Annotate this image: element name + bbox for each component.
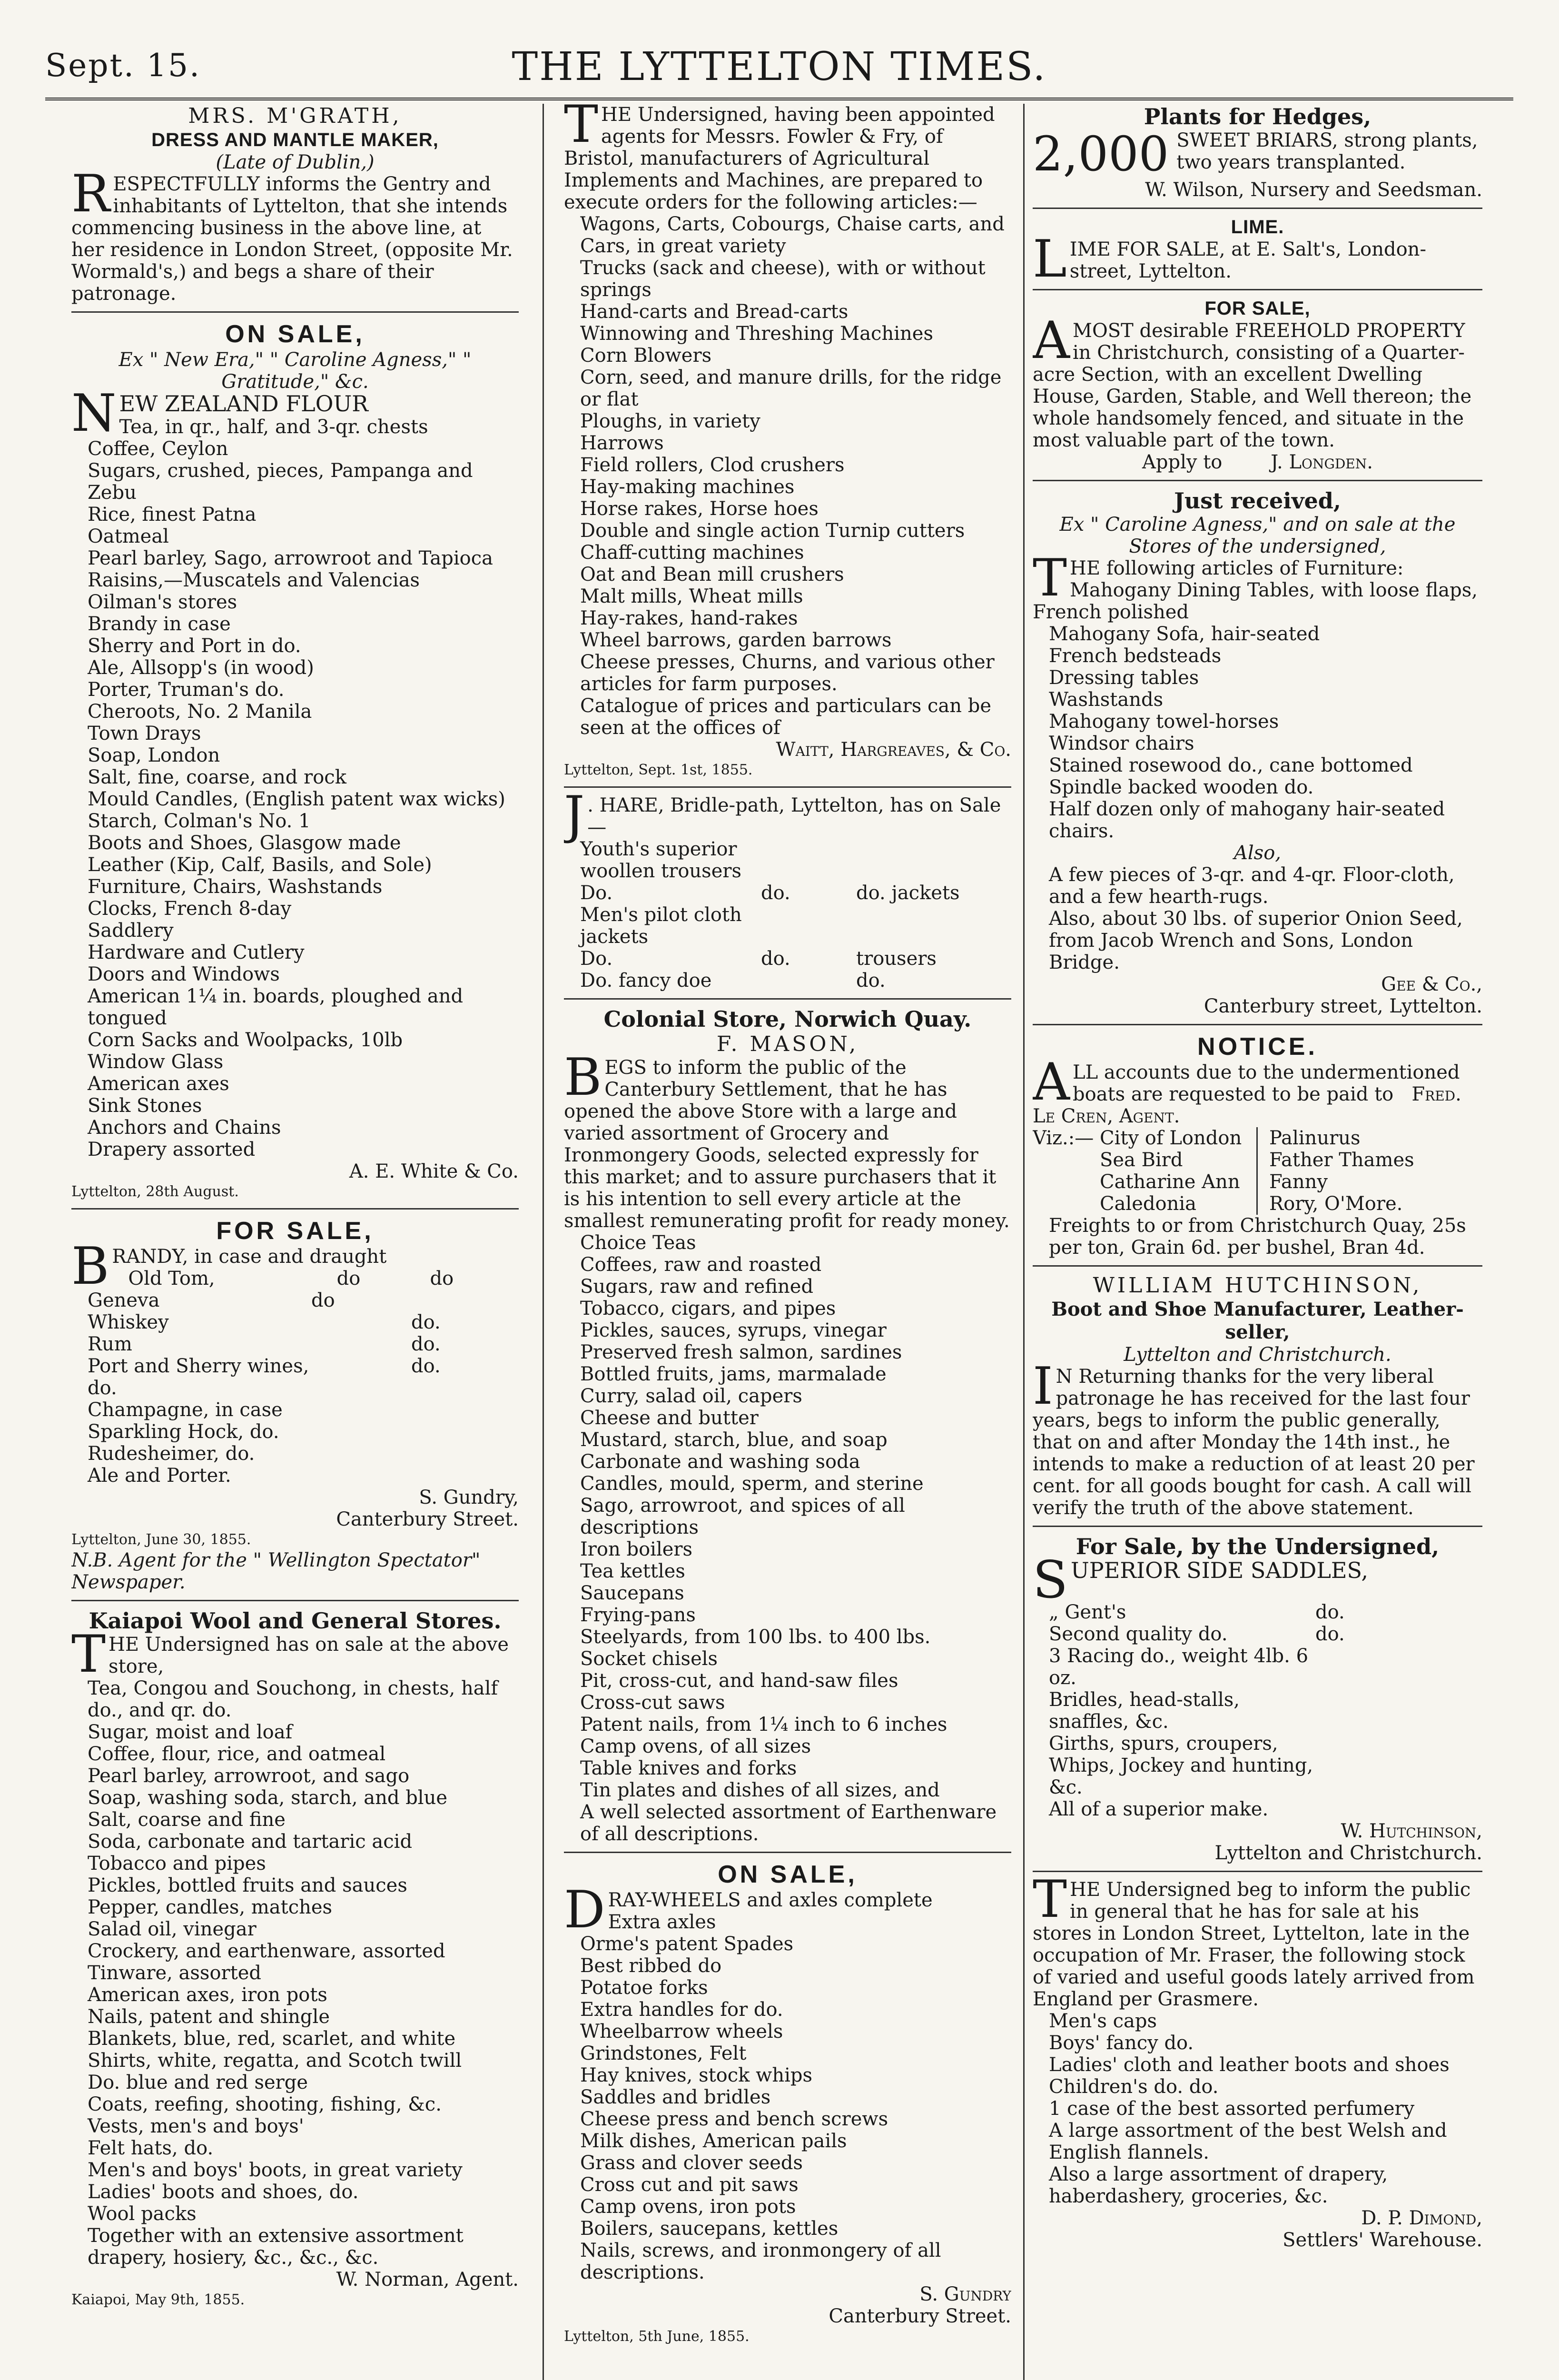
list-item: Tea kettles bbox=[580, 1560, 685, 1582]
item-list bbox=[564, 1911, 1011, 2283]
ad-signature: Gee & Co., bbox=[1381, 973, 1482, 995]
masthead bbox=[45, 40, 1513, 100]
divider bbox=[1033, 480, 1482, 481]
ad-brandy bbox=[71, 1216, 519, 1593]
list-item: Field rollers, Clod crushers bbox=[580, 454, 845, 476]
list-item: Sink Stones bbox=[88, 1095, 202, 1117]
list-item: Boots and Shoes, Glasgow made bbox=[88, 832, 401, 854]
list-item: Girths, spurs, croupers, bbox=[1049, 1733, 1278, 1755]
list-item: Socket chisels bbox=[580, 1648, 718, 1670]
list-item: Winnowing and Threshing Machines bbox=[580, 323, 933, 345]
list-item: Mustard, starch, blue, and soap bbox=[580, 1429, 888, 1451]
list-item: Together with an extensive assortment drapery, hosiery, &c., &c., &c. bbox=[88, 2225, 464, 2269]
list-item: Tea, Congou and Souchong, in chests, half do., and qr. do. bbox=[88, 1677, 498, 1721]
list-item: Curry, salad oil, capers bbox=[580, 1385, 802, 1407]
list-item: Camp ovens, of all sizes bbox=[580, 1735, 811, 1757]
list-item: Corn Blowers bbox=[580, 345, 712, 367]
list-item: Whiskey do. bbox=[88, 1311, 441, 1333]
divider bbox=[564, 1852, 1011, 1853]
ad-heading: Plants for Hedges, bbox=[1144, 104, 1372, 129]
ad-lead: HE following articles of Furniture: Mahogany Dining Tables, with loose flaps, French polished bbox=[1033, 557, 1478, 623]
ad-also: Also, bbox=[1233, 842, 1281, 864]
item-list bbox=[564, 1232, 1011, 1845]
column-rule-1 bbox=[543, 104, 544, 2380]
ad-lead: IME FOR SALE, at E. Salt's, London-street, Lyttelton. bbox=[1069, 238, 1426, 282]
list-item: Pearl barley, arrowroot, and sago bbox=[88, 1765, 410, 1787]
item-list bbox=[1033, 2010, 1482, 2207]
ad-colonial-store bbox=[564, 1006, 1011, 1845]
list-item: Spindle backed wooden do. bbox=[1049, 776, 1314, 798]
list-item: Pepper, candles, matches bbox=[88, 1896, 333, 1918]
list-item: Oilman's stores bbox=[88, 591, 237, 613]
ad-dateline: Kaiapoi, May 9th, 1855. bbox=[71, 2291, 245, 2308]
list-item: Oatmeal bbox=[88, 526, 169, 547]
list-item: Hay-rakes, hand-rakes bbox=[580, 607, 798, 629]
boat-name: Rory, O'More. bbox=[1269, 1193, 1403, 1215]
boat-name: City of London bbox=[1099, 1127, 1242, 1149]
list-item: Do. blue and red serge bbox=[88, 2072, 308, 2093]
list-item: Sugars, raw and refined bbox=[580, 1276, 814, 1298]
list-item: Hay knives, stock whips bbox=[580, 2064, 813, 2086]
ad-mcgrath bbox=[71, 104, 519, 305]
item-list bbox=[71, 416, 519, 1160]
list-item: Anchors and Chains bbox=[88, 1117, 281, 1139]
drop-cap: N bbox=[71, 384, 117, 443]
ad-dray-wheels bbox=[564, 1860, 1011, 2346]
list-item: American axes, iron pots bbox=[88, 1984, 327, 2006]
list-item: Candles, mould, sperm, and sterine bbox=[580, 1473, 924, 1495]
list-item: Window Glass bbox=[88, 1051, 224, 1073]
list-item: Coats, reefing, shooting, fishing, &c. bbox=[88, 2093, 442, 2115]
ad-trade: Boot and Shoe Manufacturer, Leather-seller, bbox=[1051, 1298, 1464, 1343]
ad-dateline: Lyttelton, 5th June, 1855. bbox=[564, 2328, 750, 2345]
ad-dateline: Lyttelton, 28th August. bbox=[71, 1183, 239, 1200]
list-item: Ploughs, in variety bbox=[580, 410, 760, 432]
list-item: Washstands bbox=[1049, 689, 1164, 711]
ad-signature: D. P. Dimond, bbox=[1361, 2207, 1482, 2229]
ad-lead: HE Undersigned has on sale at the above store, bbox=[109, 1634, 509, 1677]
ad-signature: Waitt, Hargreaves, & Co. bbox=[776, 739, 1011, 761]
list-item: Trucks (sack and cheese), with or without springs bbox=[580, 257, 986, 301]
list-item: Pearl barley, Sago, arrowroot and Tapioca bbox=[88, 547, 493, 569]
list-item: Whips, Jockey and hunting, &c. bbox=[1049, 1755, 1313, 1798]
list-item: Dressing tables bbox=[1049, 667, 1199, 689]
list-item: Saddlery bbox=[88, 920, 174, 942]
column-rule-2 bbox=[1023, 104, 1025, 2380]
list-item: Windsor chairs bbox=[1049, 733, 1194, 754]
ad-heading: Colonial Store, Norwich Quay. bbox=[603, 1006, 972, 1032]
list-item: Soap, washing soda, starch, and blue bbox=[88, 1787, 448, 1809]
ad-hare-trousers bbox=[564, 785, 1011, 992]
ad-signature: A. E. White & Co. bbox=[349, 1160, 519, 1182]
ad-lead: . HARE, Bridle-path, Lyttelton, has on Sale— bbox=[587, 794, 1001, 838]
ad-lime bbox=[1033, 216, 1482, 289]
list-item: Clocks, French 8-day bbox=[88, 898, 292, 920]
boat-name: Caledonia bbox=[1099, 1193, 1196, 1215]
divider bbox=[1033, 208, 1482, 209]
boat-table bbox=[1033, 1127, 1482, 1215]
column-2 bbox=[564, 104, 1011, 2380]
list-item: Cross cut and pit saws bbox=[580, 2174, 799, 2196]
item-list bbox=[71, 1268, 519, 1487]
list-item: Leather (Kip, Calf, Basils, and Sole) bbox=[88, 854, 432, 876]
list-item: American axes bbox=[88, 1073, 229, 1095]
list-item: Ale and Porter. bbox=[88, 1465, 231, 1487]
list-item: Choice Teas bbox=[580, 1232, 696, 1254]
list-item: Sherry and Port in do. bbox=[88, 635, 301, 657]
ad-new-zealand-flour bbox=[71, 319, 519, 1201]
ad-signature: W. Wilson, Nursery and Seedsman. bbox=[1145, 179, 1482, 201]
ad-signature-2: Canterbury Street. bbox=[829, 2305, 1011, 2327]
list-item: Pit, cross-cut, and hand-saw files bbox=[580, 1670, 898, 1692]
list-item: Cheese press and bench screws bbox=[580, 2108, 888, 2130]
ad-heading: ON SALE, bbox=[225, 320, 365, 348]
list-item: Children's do. do. bbox=[1049, 2076, 1219, 2098]
list-item: Boilers, saucepans, kettles bbox=[580, 2218, 839, 2240]
list-item: Grindstones, Felt bbox=[580, 2043, 747, 2064]
ad-apply: Apply to bbox=[1142, 451, 1223, 473]
list-item: Extra handles for do. bbox=[580, 1999, 783, 2021]
divider bbox=[71, 1600, 519, 1601]
list-item: Ladies' boots and shoes, do. bbox=[88, 2181, 359, 2203]
ad-lead: RANDY, in case and draught bbox=[112, 1246, 387, 1268]
list-item: Double and single action Turnip cutters bbox=[580, 520, 965, 542]
boat-name: Fanny bbox=[1269, 1171, 1328, 1193]
column-3 bbox=[1033, 104, 1482, 2380]
ad-lead: N Returning thanks for the very liberal patronage he has received for the last four years, begs to inform the public generally, that on and after Monday the 14th inst., he intends to make a reduction of at least 20 per cent. for all goods bought for cash. A call will verify the truth of the above statement. bbox=[1033, 1366, 1475, 1519]
item-list bbox=[564, 213, 1011, 695]
ad-heading: FOR SALE, bbox=[216, 1217, 374, 1245]
list-item: Geneva do bbox=[88, 1289, 335, 1311]
list-item: Best ribbed do bbox=[580, 1955, 722, 1977]
list-item: Salad oil, vinegar bbox=[88, 1918, 257, 1940]
viz-label: Viz.:— bbox=[1033, 1127, 1094, 1149]
list-item: Coffee, Ceylon bbox=[88, 438, 228, 460]
boat-list-b bbox=[1258, 1127, 1414, 1215]
list-item: Oat and Bean mill crushers bbox=[580, 564, 844, 585]
list-item: Camp ovens, iron pots bbox=[580, 2196, 796, 2218]
list-item: Extra axles bbox=[608, 1911, 716, 1933]
list-item: Frying-pans bbox=[580, 1604, 696, 1626]
list-item: Do. fancy doe do. bbox=[580, 970, 886, 992]
ad-hedge-plants bbox=[1033, 104, 1482, 201]
list-item: Boys' fancy do. bbox=[1049, 2032, 1194, 2054]
list-item: Cheese presses, Churns, and various other articles for farm purposes. bbox=[580, 651, 995, 695]
list-item: Do. do. trousers bbox=[580, 948, 937, 970]
ad-notice-boats bbox=[1033, 1032, 1482, 1259]
list-item: Tinware, assorted bbox=[88, 1962, 261, 1984]
list-item: 3 Racing do., weight 4lb. 6 oz. bbox=[1049, 1645, 1309, 1689]
list-item: Bridles, head-stalls, snaffles, &c. bbox=[1049, 1689, 1240, 1733]
ad-kaiapoi-stores bbox=[71, 1608, 519, 2310]
list-item: Doors and Windows bbox=[88, 963, 280, 985]
boat-list-a bbox=[1100, 1127, 1242, 1215]
list-item: Cheese and butter bbox=[580, 1407, 759, 1429]
drop-cap: R bbox=[71, 164, 110, 224]
ad-dateline: Lyttelton, June 30, 1855. bbox=[71, 1531, 251, 1548]
list-item: Preserved fresh salmon, sardines bbox=[580, 1341, 902, 1363]
list-item: Sugar, moist and loaf bbox=[88, 1721, 293, 1743]
list-item: Vests, men's and boys' bbox=[88, 2115, 304, 2137]
drop-cap: A bbox=[1033, 311, 1070, 370]
divider bbox=[1033, 1526, 1482, 1527]
boat-name: Sea Bird bbox=[1099, 1149, 1183, 1171]
list-item: Men's caps bbox=[1049, 2010, 1157, 2032]
list-item: Horse rakes, Horse hoes bbox=[580, 498, 819, 520]
list-item: Pickles, sauces, syrups, vinegar bbox=[580, 1319, 887, 1341]
list-item: Town Drays bbox=[88, 723, 201, 744]
list-item: A large assortment of the best Welsh and English flannels. bbox=[1049, 2120, 1447, 2163]
drop-cap: T bbox=[71, 1625, 106, 1684]
item-list bbox=[1033, 1601, 1482, 1820]
list-item: Blankets, blue, red, scarlet, and white bbox=[88, 2028, 456, 2050]
column-1 bbox=[71, 104, 519, 2380]
ad-extra-2: Also, about 30 lbs. of superior Onion Seed, from Jacob Wrench and Sons, London Bridge. bbox=[1049, 908, 1463, 973]
list-item: Steelyards, from 100 lbs. to 400 lbs. bbox=[580, 1626, 931, 1648]
ad-note: N.B. Agent for the " Wellington Spectator" Newspaper. bbox=[71, 1549, 481, 1593]
list-item: Youth's superior woollen trousers bbox=[580, 838, 742, 882]
divider bbox=[1033, 1265, 1482, 1267]
list-item: Ale, Allsopp's (in wood) bbox=[88, 657, 314, 679]
ad-trade: DRESS AND MANTLE MAKER, bbox=[151, 129, 439, 150]
ad-lead: RAY-WHEELS and axles complete bbox=[608, 1889, 933, 1911]
list-item: Cross-cut saws bbox=[580, 1692, 725, 1714]
item-list bbox=[1033, 623, 1482, 842]
list-item: Felt hats, do. bbox=[88, 2137, 214, 2159]
list-item: Cheroots, No. 2 Manila bbox=[88, 701, 312, 723]
list-item: Saucepans bbox=[580, 1582, 684, 1604]
list-item: Coffees, raw and roasted bbox=[580, 1254, 822, 1276]
list-item: Hand-carts and Bread-carts bbox=[580, 301, 849, 323]
issue-date: Sept. 15. bbox=[45, 47, 201, 84]
list-item: Soda, carbonate and tartaric acid bbox=[88, 1831, 413, 1853]
ad-signature: J. Longden. bbox=[1271, 451, 1373, 473]
list-item: Hardware and Cutlery bbox=[88, 942, 305, 963]
list-item: Sago, arrowroot, and spices of all descriptions bbox=[580, 1495, 905, 1538]
divider bbox=[1033, 1024, 1482, 1025]
newspaper-title: THE LYTTELTON TIMES. bbox=[512, 44, 1047, 89]
list-item: Tobacco and pipes bbox=[88, 1853, 266, 1874]
ad-heading: LIME. bbox=[1231, 217, 1284, 238]
list-item: Salt, coarse and fine bbox=[88, 1809, 286, 1831]
list-item: Wool packs bbox=[88, 2203, 197, 2225]
list-item: Also a large assortment of drapery, haberdashery, groceries, &c. bbox=[1049, 2163, 1388, 2207]
ad-name: MRS. M'GRATH, bbox=[188, 104, 402, 128]
ad-agricultural-implements bbox=[564, 104, 1011, 780]
ad-heading: For Sale, by the Undersigned, bbox=[1076, 1534, 1440, 1559]
ad-signature: S. Gundry bbox=[919, 2283, 1011, 2305]
ad-signature: W. Hutchinson, bbox=[1341, 1820, 1482, 1842]
drop-cap: D bbox=[564, 1880, 605, 1940]
drop-cap: T bbox=[564, 104, 599, 154]
list-item: Starch, Colman's No. 1 bbox=[88, 810, 311, 832]
list-item: A well selected assortment of Earthenware of all descriptions. bbox=[580, 1801, 997, 1845]
drop-cap: T bbox=[1033, 548, 1067, 608]
list-item: Second quality do. do. bbox=[1049, 1623, 1345, 1645]
ad-name: WILLIAM HUTCHINSON, bbox=[1093, 1273, 1422, 1298]
ad-extra-1: A few pieces of 3-qr. and 4-qr. Floor-cloth, and a few hearth-rugs. bbox=[1049, 864, 1455, 908]
ad-signature: W. Norman, Agent. bbox=[336, 2269, 519, 2291]
drop-cap: I bbox=[1033, 1357, 1053, 1416]
ad-signature-2: Canterbury street, Lyttelton. bbox=[1204, 995, 1482, 1017]
ad-freehold-property bbox=[1033, 297, 1482, 473]
ad-place: Lyttelton and Christchurch. bbox=[1124, 1344, 1391, 1366]
list-item: Rice, finest Patna bbox=[88, 504, 257, 526]
ad-signature-2: Canterbury Street. bbox=[336, 1508, 519, 1530]
ad-body: ESPECTFULLY informs the Gentry and inhabitants of Lyttelton, that she intends commencing business in the above line, at her residence in London Street, (opposite Mr. Wormald's,) and begs a share of their patronage. bbox=[71, 173, 513, 305]
ad-heading: Just received, bbox=[1174, 488, 1341, 514]
drop-cap: L bbox=[1033, 229, 1067, 289]
ad-signature: S. Gundry, bbox=[419, 1487, 519, 1508]
list-item: Mould Candles, (English patent wax wicks) bbox=[88, 788, 505, 810]
boat-name: Father Thames bbox=[1269, 1149, 1414, 1171]
list-item: Table knives and forks bbox=[580, 1757, 797, 1779]
drop-cap: A bbox=[1033, 1052, 1070, 1112]
ad-lead: LL accounts due to the undermentioned boats are requested to be paid to bbox=[1073, 1061, 1460, 1105]
ad-heading: FOR SALE, bbox=[1204, 298, 1311, 319]
list-item: Rudesheimer, do. bbox=[88, 1443, 255, 1465]
list-item: Raisins,—Muscatels and Valencias bbox=[88, 569, 420, 591]
list-item: American 1¼ in. boards, ploughed and tongued bbox=[88, 985, 464, 1029]
list-item: 1 case of the best assorted perfumery bbox=[1049, 2098, 1415, 2120]
ad-freights: Freights to or from Christchurch Quay, 25s per ton, Grain 6d. per bushel, Bran 4d. bbox=[1049, 1215, 1466, 1259]
list-item: „ Gent's do. bbox=[1049, 1601, 1345, 1623]
ad-name: F. MASON, bbox=[716, 1032, 859, 1056]
list-item: All of a superior make. bbox=[1049, 1798, 1269, 1820]
list-item: Ladies' cloth and leather boots and shoes bbox=[1049, 2054, 1450, 2076]
list-item: Harrows bbox=[580, 432, 664, 454]
ad-signature: Fred. Le Cren, Agent. bbox=[1033, 1083, 1461, 1127]
list-item: Saddles and bridles bbox=[580, 2086, 771, 2108]
ad-ships: Ex " New Era," " Caroline Agness," " Gratitude," &c. bbox=[118, 349, 472, 393]
list-item: Tea, in qr., half, and 3-qr. chests bbox=[119, 416, 428, 438]
list-item: Half dozen only of mahogany hair-seated chairs. bbox=[1049, 798, 1445, 842]
list-item: Bottled fruits, jams, marmalade bbox=[580, 1363, 887, 1385]
ad-quantity: 2,000 bbox=[1033, 126, 1169, 182]
ad-lead: HE Undersigned beg to inform the public in general that he has for sale at his stores in London Street, Lyttelton, late in the occupation of Mr. Fraser, the following stock of varied and useful goods lately arrived from England per Grasmere. bbox=[1033, 1879, 1475, 2010]
list-item: Corn, seed, and manure drills, for the ridge or flat bbox=[580, 367, 1002, 410]
ad-furniture bbox=[1033, 488, 1482, 1017]
item-list bbox=[71, 1677, 519, 2269]
list-item: Furniture, Chairs, Washstands bbox=[88, 876, 383, 898]
ad-side-saddles bbox=[1033, 1534, 1482, 1864]
drop-cap: T bbox=[1033, 1870, 1067, 1929]
list-item: Do. do. do. jackets bbox=[580, 882, 960, 904]
ad-heading: NOTICE. bbox=[1197, 1033, 1318, 1061]
boat-name: Catharine Ann bbox=[1099, 1171, 1240, 1193]
drop-cap: S bbox=[1033, 1550, 1068, 1610]
list-item: Wagons, Carts, Cobourgs, Chaise carts, and Cars, in great variety bbox=[580, 213, 1005, 257]
list-item: Mahogany towel-horses bbox=[1049, 711, 1279, 733]
list-item: Stained rosewood do., cane bottomed bbox=[1049, 754, 1413, 776]
divider bbox=[564, 786, 1011, 788]
list-item: Nails, patent and shingle bbox=[88, 2006, 330, 2028]
list-item: Crockery, and earthenware, assorted bbox=[88, 1940, 445, 1962]
list-item: Rum do. bbox=[88, 1333, 441, 1355]
list-item: French bedsteads bbox=[1049, 645, 1222, 667]
list-item: Nails, screws, and ironmongery of all descriptions. bbox=[580, 2240, 941, 2283]
ad-lead: EGS to inform the public of the Canterbury Settlement, that he has opened the above Store with a large and varied assortment of Grocery and Ironmongery Goods, selected expressly for this market; and to assure purchasers that it is his intention to sell every article at the smallest remunerating profit for ready money. bbox=[564, 1057, 1010, 1232]
ad-catalogue: Catalogue of prices and particulars can be seen at the offices of bbox=[580, 695, 991, 739]
list-item: Sparkling Hock, do. bbox=[88, 1421, 279, 1443]
divider bbox=[71, 1208, 519, 1210]
list-item: Tin plates and dishes of all sizes, and bbox=[580, 1779, 940, 1801]
list-item: Pickles, bottled fruits and sauces bbox=[88, 1874, 407, 1896]
list-item: Chaff-cutting machines bbox=[580, 542, 804, 564]
list-item: Champagne, in case bbox=[88, 1399, 283, 1421]
list-item: Shirts, white, regatta, and Scotch twill bbox=[88, 2050, 462, 2072]
ad-heading: ON SALE, bbox=[718, 1861, 858, 1888]
list-item: Grass and clover seeds bbox=[580, 2152, 803, 2174]
divider bbox=[564, 998, 1011, 1000]
list-item: Patent nails, from 1¼ inch to 6 inches bbox=[580, 1714, 947, 1735]
list-item: Coffee, flour, rice, and oatmeal bbox=[88, 1743, 386, 1765]
list-item: Hay-making machines bbox=[580, 476, 795, 498]
ad-subtitle: (Late of Dublin,) bbox=[216, 151, 375, 173]
list-item: Old Tom, do do bbox=[128, 1268, 454, 1289]
list-item: Port and Sherry wines, do. do. bbox=[88, 1355, 441, 1399]
list-item: Drapery assorted bbox=[88, 1139, 256, 1160]
ad-signature-2: Lyttelton and Christchurch. bbox=[1214, 1842, 1482, 1864]
list-item: Men's pilot cloth jackets bbox=[580, 904, 742, 948]
list-item: Salt, fine, coarse, and rock bbox=[88, 766, 346, 788]
divider bbox=[1033, 1871, 1482, 1872]
drop-cap: J bbox=[564, 785, 585, 845]
list-item: Iron boilers bbox=[580, 1538, 693, 1560]
ad-hutchinson-boots bbox=[1033, 1273, 1482, 1519]
ad-lead: SWEET BRIARS, strong plants, two years transplanted. bbox=[1176, 129, 1478, 173]
ad-dateline: Lyttelton, Sept. 1st, 1855. bbox=[564, 762, 753, 778]
list-item: Tobacco, cigars, and pipes bbox=[580, 1298, 836, 1319]
ad-ships: Ex " Caroline Agness," and on sale at the Stores of the undersigned, bbox=[1059, 514, 1456, 557]
list-item: Wheel barrows, garden barrows bbox=[580, 629, 892, 651]
ad-dimond-warehouse bbox=[1033, 1870, 1482, 2251]
list-item: Potatoe forks bbox=[580, 1977, 708, 1999]
ad-signature-2: Settlers' Warehouse. bbox=[1283, 2229, 1482, 2251]
ad-heading: Kaiapoi Wool and General Stores. bbox=[89, 1608, 502, 1634]
ad-lead: HE Undersigned, having been appointed agents for Messrs. Fowler & Fry, of Bristol, manufacturers of Agricultural Implements and Machines, are prepared to execute orders for the following articles:— bbox=[564, 104, 995, 213]
boat-name: Palinurus bbox=[1269, 1127, 1361, 1149]
list-item: Orme's patent Spades bbox=[580, 1933, 794, 1955]
list-item: Porter, Truman's do. bbox=[88, 679, 285, 701]
list-item: Malt mills, Wheat mills bbox=[580, 585, 803, 607]
list-item: Soap, London bbox=[88, 744, 220, 766]
list-item: Milk dishes, American pails bbox=[580, 2130, 847, 2152]
divider bbox=[71, 311, 519, 313]
list-item: Brandy in case bbox=[88, 613, 231, 635]
divider bbox=[1033, 289, 1482, 290]
list-item: Wheelbarrow wheels bbox=[580, 2021, 783, 2043]
list-item: Sugars, crushed, pieces, Pampanga and Zebu bbox=[88, 460, 473, 504]
drop-cap: B bbox=[564, 1048, 602, 1107]
list-item: Mahogany Sofa, hair-seated bbox=[1049, 623, 1320, 645]
ad-lead: MOST desirable FREEHOLD PROPERTY in Christchurch, consisting of a Quarter-acre Section, with an excellent Dwelling House, Garden, Stable, and Well thereon; the whole handsomely fenced, and situate in the most valuable part of the town. bbox=[1033, 320, 1472, 451]
list-item: Corn Sacks and Woolpacks, 10lb bbox=[88, 1029, 403, 1051]
ad-lead: UPERIOR SIDE SADDLES, bbox=[1071, 1557, 1368, 1583]
item-list bbox=[564, 838, 1011, 992]
ad-lead: EW ZEALAND FLOUR bbox=[119, 391, 368, 416]
list-item: Carbonate and washing soda bbox=[580, 1451, 860, 1473]
list-item: Men's and boys' boots, in great variety bbox=[88, 2159, 463, 2181]
drop-cap: B bbox=[71, 1237, 109, 1296]
